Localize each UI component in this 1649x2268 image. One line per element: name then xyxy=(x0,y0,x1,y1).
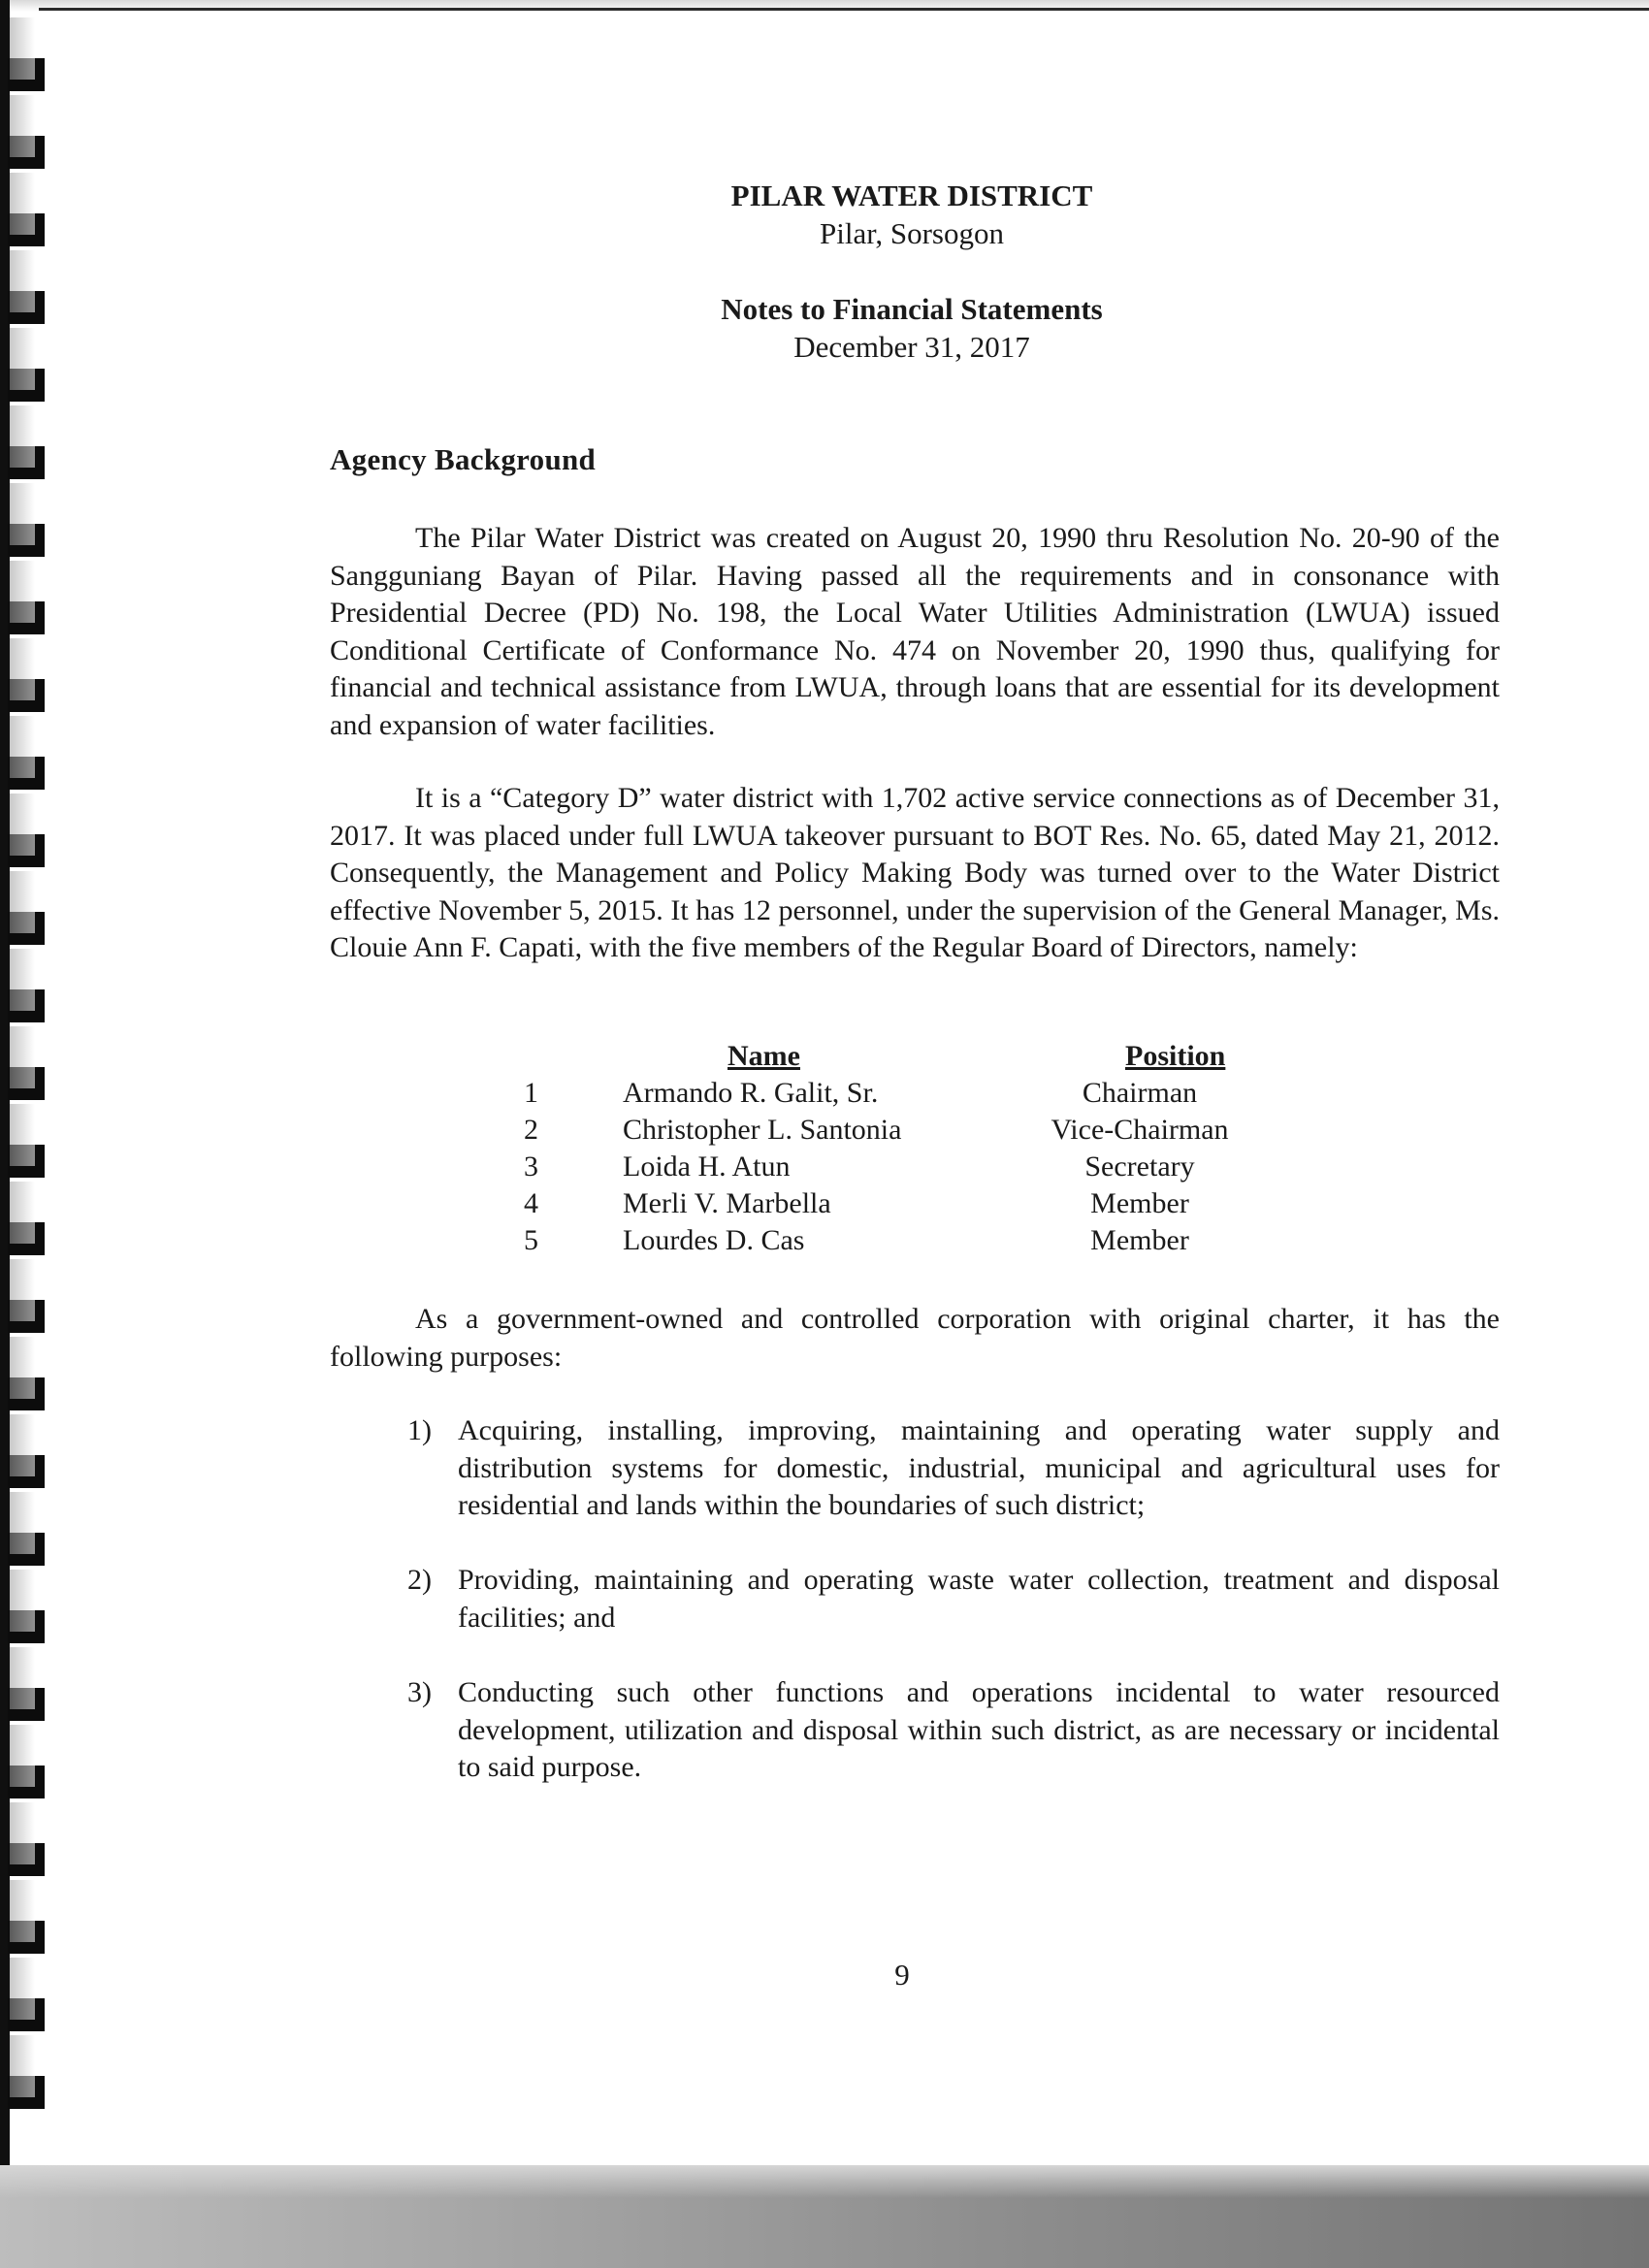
list-item-text: Providing, maintaining and operating waste water collection, treatment and disposal facilities; and xyxy=(458,1564,1500,1634)
director-position: Vice-Chairman xyxy=(1051,1114,1229,1146)
binding-gap-shadow xyxy=(10,716,35,778)
binding-gap-shadow xyxy=(10,95,35,157)
binding-gap-shadow xyxy=(10,1026,35,1088)
binding-gap-shadow xyxy=(10,561,35,623)
binding-gap-shadow xyxy=(10,1492,35,1554)
column-header-position: Position xyxy=(1125,1040,1226,1072)
binding-gap-shadow xyxy=(10,1337,35,1399)
row-number: 5 xyxy=(524,1224,538,1256)
director-name: Lourdes D. Cas xyxy=(623,1224,805,1256)
scan-bottom-shadow xyxy=(0,2165,1649,2268)
paragraph-purposes-intro: As a government-owned and controlled corporation with original charter, it has the following purposes: xyxy=(330,1303,1500,1373)
binding-gap-shadow xyxy=(10,1259,35,1321)
director-position: Member xyxy=(1090,1224,1189,1256)
column-header-name: Name xyxy=(728,1040,800,1072)
list-marker: 1) xyxy=(407,1414,432,1446)
paragraph-category: It is a “Category D” water district with 1,702 active service connections as of December 31, 2017. It was placed under full LWUA takeover pursuant to BOT Res. No. 65, dated May 21, 2012. Consequently, the Management and Policy Making Body was turned over to the Water District effective November 5, 2015. It has 12 personnel, under the supervision of the General Manager, Ms. Clouie Ann F. Capati, with the five members of the Regular Board of Directors, namely: xyxy=(330,782,1500,963)
binding-gap-shadow xyxy=(10,1880,35,1942)
binding-gap-shadow xyxy=(10,1414,35,1476)
binding-gap-shadow xyxy=(10,250,35,312)
binding-gap-shadow xyxy=(10,1725,35,1787)
director-position: Secretary xyxy=(1084,1150,1195,1183)
director-position: Chairman xyxy=(1082,1077,1198,1109)
list-item-text: Acquiring, installing, improving, maintaining and operating water supply and distribution systems for domestic, industrial, municipal and agricultural uses for residential and lands within the boundaries of such district; xyxy=(458,1414,1500,1521)
binding-gap-shadow xyxy=(10,1647,35,1709)
spiral-binding xyxy=(0,0,45,2268)
director-name: Loida H. Atun xyxy=(623,1150,791,1183)
table-row xyxy=(524,1224,1300,1261)
row-number: 3 xyxy=(524,1150,538,1183)
binding-gap-shadow xyxy=(10,17,35,80)
document-title: Notes to Financial Statements xyxy=(721,292,1103,326)
binding-gap-shadow xyxy=(10,794,35,856)
scan-bottom-highlight xyxy=(0,2165,1649,2198)
org-location: Pilar, Sorsogon xyxy=(820,216,1004,250)
director-name: Armando R. Galit, Sr. xyxy=(623,1077,879,1109)
director-position: Member xyxy=(1090,1187,1189,1219)
list-marker: 2) xyxy=(407,1564,432,1596)
row-number: 1 xyxy=(524,1077,538,1109)
binding-gap-shadow xyxy=(10,871,35,933)
document-date: December 31, 2017 xyxy=(793,330,1030,364)
section-heading: Agency Background xyxy=(330,442,597,476)
binding-gap-shadow xyxy=(10,1104,35,1166)
binding-gap-shadow xyxy=(10,1958,35,2020)
binding-gap-shadow xyxy=(10,1570,35,1632)
paragraph-creation: The Pilar Water District was created on August 20, 1990 thru Resolution No. 20-90 of the Sangguniang Bayan of Pilar. Having passed all the requirements and in consonance with Presidential Decree (PD) No. 198, the Local Water Utilities Administration (LWUA) issued Conditional Certificate of Conformance No. 474 on November 20, 1990 thus, qualifying for financial and technical assistance from LWUA, through loans that are essential for its development and expansion of water facilities. xyxy=(330,522,1500,741)
binding-gap-shadow xyxy=(10,1802,35,1864)
binding-gap-shadow xyxy=(10,638,35,700)
list-marker: 3) xyxy=(407,1676,432,1708)
binding-gap-shadow xyxy=(10,2035,35,2097)
table-row xyxy=(524,1187,1300,1224)
binding-gap-shadow xyxy=(10,173,35,235)
row-number: 4 xyxy=(524,1187,538,1219)
page-number: 9 xyxy=(894,1958,910,1992)
binding-gap-shadow xyxy=(10,328,35,390)
binding-gap-shadow xyxy=(10,949,35,1011)
director-name: Christopher L. Santonia xyxy=(623,1114,902,1146)
row-number: 2 xyxy=(524,1114,538,1146)
table-row xyxy=(524,1077,1300,1114)
binding-gap-shadow xyxy=(10,483,35,545)
table-row xyxy=(524,1114,1300,1150)
binding-gap-shadow xyxy=(10,1182,35,1244)
director-name: Merli V. Marbella xyxy=(623,1187,831,1219)
org-name: PILAR WATER DISTRICT xyxy=(730,178,1093,212)
table-row xyxy=(524,1150,1300,1187)
binding-gap-shadow xyxy=(10,405,35,468)
scan-top-line xyxy=(39,8,1649,11)
list-item-text: Conducting such other functions and operations incidental to water resourced development, utilization and disposal within such district, as are necessary or incidental to said purpose. xyxy=(458,1676,1500,1783)
